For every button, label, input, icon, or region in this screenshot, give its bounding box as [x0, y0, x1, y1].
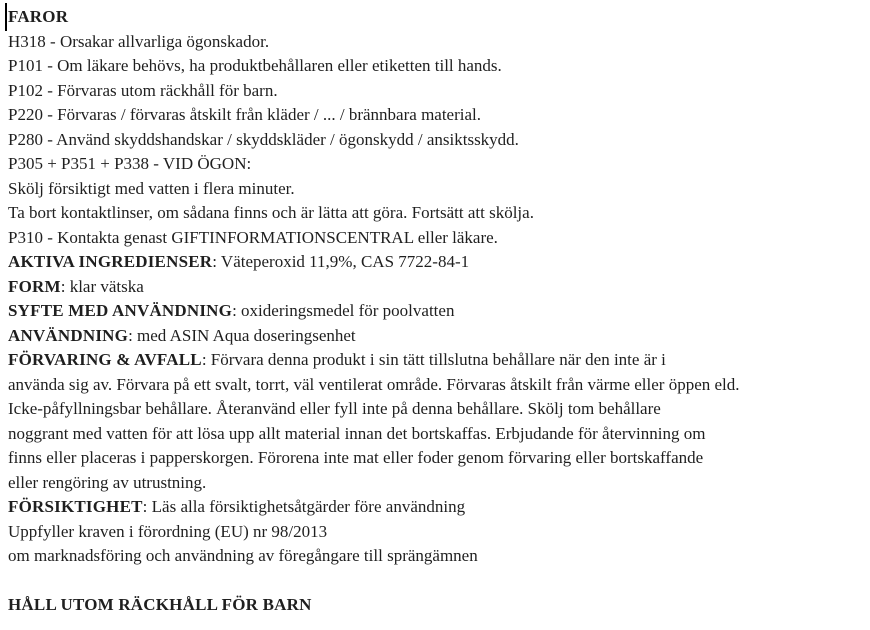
doc-line-text: finns eller placeras i papperskorgen. Förorena inte mat eller foder genom förvaring eller bortskaffande [8, 448, 704, 467]
doc-line-text: P220 - Förvaras / förvaras åtskilt från kläder / ... / brännbara material. [8, 105, 482, 124]
doc-line-storage-6 [8, 471, 866, 496]
doc-line-contact-lens-instruction [8, 201, 866, 226]
doc-line-storage-disposal [8, 348, 866, 373]
doc-line-usage [8, 324, 866, 349]
doc-line-text: : Förvara denna produkt i sin tätt tillslutna behållare när den inte är i [201, 350, 666, 369]
doc-line-text: : med ASIN Aqua doseringsenhet [128, 325, 356, 345]
doc-line-p220 [8, 103, 866, 128]
doc-line-p305-p351-p338 [8, 152, 866, 177]
doc-line-text: Uppfyller kraven i förordning (EU) nr 98/2013 [8, 521, 328, 541]
doc-line-text: : klar vätska [60, 276, 144, 296]
doc-line-text: noggrant med vatten för att lösa upp allt material innan det bortskaffas. Erbjudande för återvinning om [8, 423, 706, 443]
doc-line-bold: ANVÄNDNING [8, 325, 129, 345]
doc-line-faror-heading [8, 5, 866, 30]
doc-line-text: P280 - Använd skyddshandskar / skyddskläder / ögonskydd / ansiktsskydd. [8, 129, 519, 149]
doc-line-bold: SYFTE MED ANVÄNDNING [8, 301, 233, 320]
doc-line-p102 [8, 79, 866, 104]
doc-line-rinse-instruction [8, 177, 866, 202]
doc-line-caution [8, 495, 866, 520]
doc-line-storage-2 [8, 373, 866, 398]
doc-line-text: Skölj försiktigt med vatten i flera minuter. [8, 178, 295, 198]
doc-line-text: : Läs alla försiktighetsåtgärder före användning [142, 497, 466, 516]
doc-line-active-ingredients [8, 250, 866, 275]
doc-line-regulation-2 [8, 544, 866, 569]
doc-line-text: om marknadsföring och användning av föregångare till sprängämnen [8, 546, 478, 565]
doc-line-storage-4 [8, 422, 866, 447]
doc-line-text: P101 - Om läkare behövs, ha produktbehållaren eller etiketten till hands. [8, 56, 502, 75]
doc-line-p101 [8, 54, 866, 79]
doc-line-bold: FÖRVARING & AVFALL [8, 350, 202, 369]
doc-line-p310 [8, 226, 866, 251]
doc-line-blank [8, 569, 866, 594]
doc-line-text: P310 - Kontakta genast GIFTINFORMATIONSCENTRAL eller läkare. [8, 227, 498, 247]
doc-line-text: : oxideringsmedel för poolvatten [232, 301, 455, 320]
doc-line-text: P102 - Förvaras utom räckhåll för barn. [8, 80, 278, 100]
doc-line-bold: FÖRSIKTIGHET [8, 497, 143, 516]
doc-line-purpose [8, 299, 866, 324]
doc-line-storage-3 [8, 397, 866, 422]
doc-line-bold: AKTIVA INGREDIENSER [8, 252, 213, 271]
doc-line-bold: HÅLL UTOM RÄCKHÅLL FÖR BARN [8, 595, 312, 614]
doc-line-text: Icke-påfyllningsbar behållare. Återanvänd eller fyll inte på denna behållare. Skölj tom behållare [8, 399, 661, 418]
doc-line-text: H318 - Orsakar allvarliga ögonskador. [8, 31, 270, 51]
doc-line-bold: FORM [8, 276, 61, 296]
doc-line-text: eller rengöring av utrustning. [8, 472, 207, 492]
doc-line-text: : Väteperoxid 11,9%, CAS 7722-84-1 [212, 252, 470, 271]
doc-line-text: Ta bort kontaktlinser, om sådana finns och är lätta att göra. Fortsätt att skölja. [8, 203, 534, 222]
text-cursor [5, 3, 7, 31]
doc-line-bold: FAROR [8, 7, 69, 26]
doc-line-text: P305 + P351 + P338 - VID ÖGON: [8, 154, 252, 173]
doc-line-h318 [8, 30, 866, 55]
doc-line-text: använda sig av. Förvara på ett svalt, torrt, väl ventilerat område. Förvaras åtskilt från värme eller öppen eld. [8, 374, 740, 394]
doc-line-regulation [8, 520, 866, 545]
doc-line-keep-out-of-reach [8, 593, 866, 618]
doc-line-storage-5 [8, 446, 866, 471]
doc-line-form [8, 275, 866, 300]
doc-line-p280 [8, 128, 866, 153]
